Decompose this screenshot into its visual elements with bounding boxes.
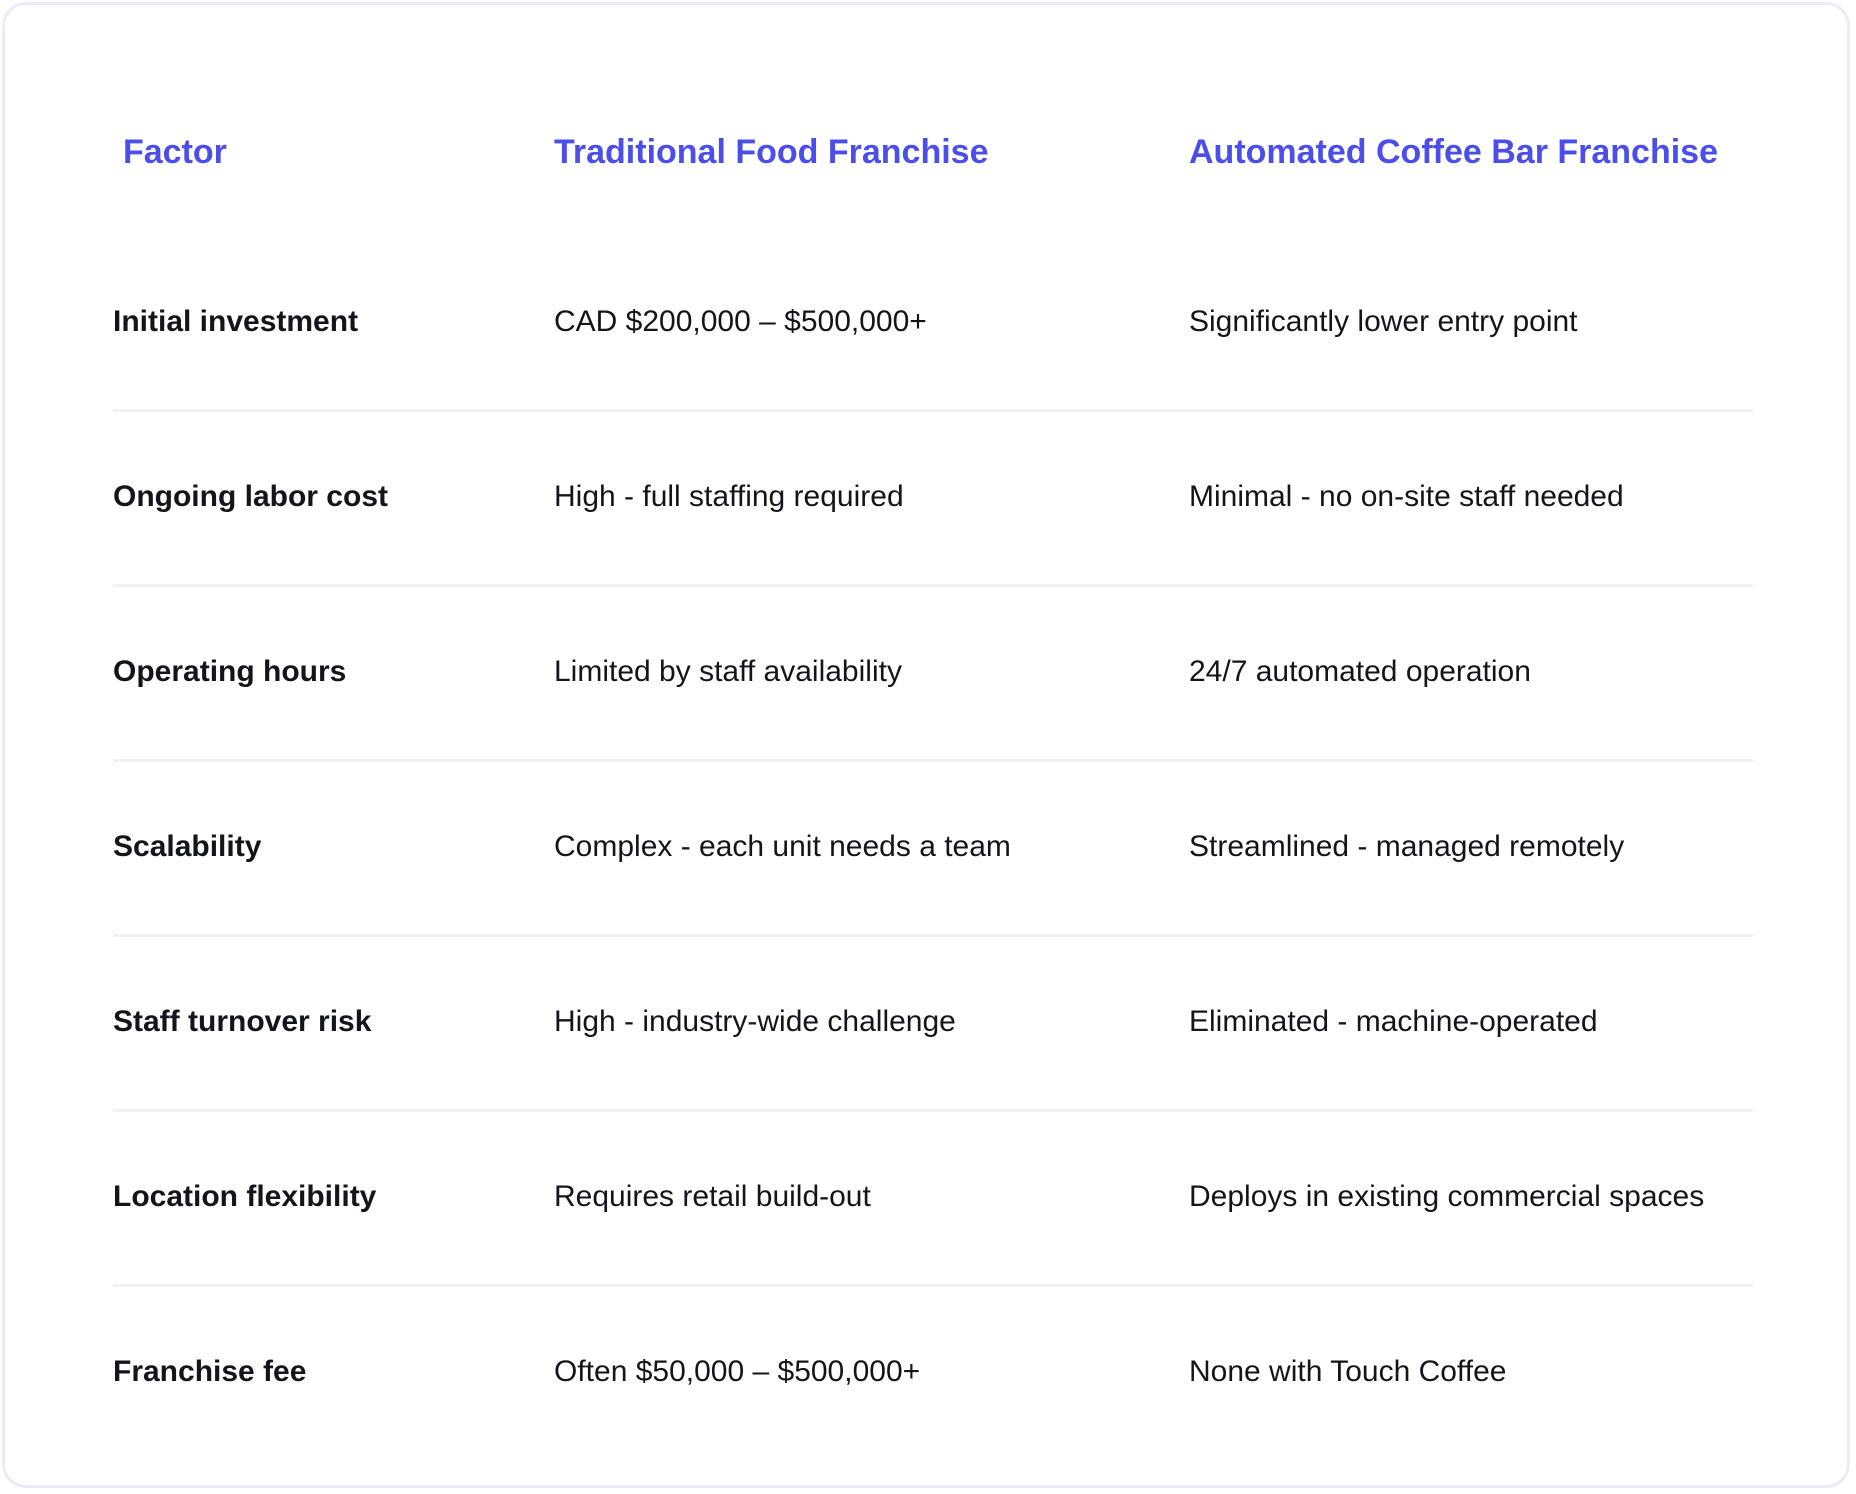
row-factor: Operating hours [113, 655, 347, 688]
comparison-table [113, 5, 1753, 1459]
row-automated: Streamlined - managed remotely [1189, 830, 1625, 863]
row-traditional: Requires retail build-out [554, 1180, 871, 1213]
row-traditional: CAD $200,000 – $500,000+ [554, 305, 927, 338]
row-automated: None with Touch Coffee [1189, 1355, 1507, 1388]
row-automated: Deploys in existing commercial spaces [1189, 1180, 1705, 1213]
row-automated: Eliminated - machine-operated [1189, 1005, 1598, 1038]
header-automated: Automated Coffee Bar Franchise [1189, 133, 1718, 171]
row-factor: Staff turnover risk [113, 1005, 372, 1038]
row-traditional: High - industry-wide challenge [554, 1005, 956, 1038]
row-automated: 24/7 automated operation [1189, 655, 1531, 688]
row-traditional: Limited by staff availability [554, 655, 902, 688]
row-automated: Minimal - no on-site staff needed [1189, 480, 1624, 513]
row-factor: Initial investment [113, 305, 359, 338]
table-row [113, 1112, 1753, 1287]
table-row [113, 237, 1753, 412]
header-factor: Factor [123, 133, 227, 171]
row-factor: Location flexibility [113, 1180, 377, 1213]
row-traditional: Often $50,000 – $500,000+ [554, 1355, 921, 1388]
row-traditional: Complex - each unit needs a team [554, 830, 1011, 863]
table-row [113, 587, 1753, 762]
row-traditional: High - full staffing required [554, 480, 904, 513]
row-factor: Scalability [113, 830, 262, 863]
table-header-row [113, 5, 1753, 237]
row-factor: Ongoing labor cost [113, 480, 388, 513]
table-row [113, 412, 1753, 587]
comparison-card [2, 2, 1850, 1488]
row-factor: Franchise fee [113, 1355, 307, 1388]
table-row [113, 1287, 1753, 1459]
row-automated: Significantly lower entry point [1189, 305, 1578, 338]
header-traditional: Traditional Food Franchise [554, 133, 989, 171]
table-row [113, 937, 1753, 1112]
table-row [113, 762, 1753, 937]
